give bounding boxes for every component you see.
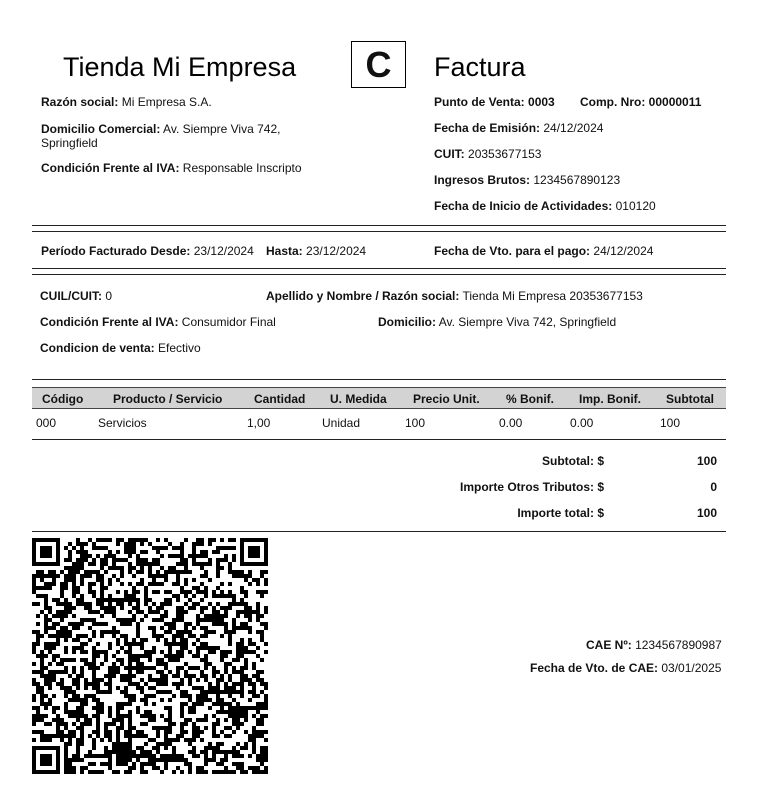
cliente-cuil-label: CUIL/CUIT: [40, 289, 102, 303]
emisor-iva-value: Responsable Inscripto [182, 161, 302, 175]
qr-modules [32, 538, 268, 774]
qr-finder-pattern [34, 540, 58, 564]
divider [32, 274, 726, 275]
subtotal-label: Subtotal: $ [542, 454, 604, 468]
cell-subtotal: 100 [660, 416, 681, 430]
ingresos-brutos-row [434, 173, 620, 187]
inicio-actividades-row [434, 199, 656, 213]
cell-cantidad: 1,00 [247, 416, 271, 430]
cliente-iva-row [40, 315, 276, 329]
vto-pago-value: 24/12/2024 [593, 244, 654, 258]
ingresos-brutos-label: Ingresos Brutos: [434, 173, 531, 187]
cae-vto-label: Fecha de Vto. de CAE: [530, 661, 659, 675]
cliente-nombre-row [266, 289, 643, 303]
cliente-domicilio-row [378, 315, 616, 329]
importe-total-value: 100 [696, 506, 717, 520]
emisor-iva-label: Condición Frente al IVA: [41, 161, 180, 175]
domicilio-comercial-row [41, 122, 280, 136]
divider [32, 531, 726, 532]
divider [32, 231, 726, 232]
cuit-value: 20353677153 [468, 147, 542, 161]
cae-vto-value: 03/01/2025 [661, 661, 722, 675]
razon-social-row [41, 95, 212, 109]
divider [32, 439, 726, 440]
fecha-emision-value: 24/12/2024 [543, 121, 604, 135]
cliente-nombre-value: Tienda Mi Empresa 20353677153 [462, 289, 643, 303]
column-header-imp-bonif: Imp. Bonif. [579, 392, 641, 406]
cae-row [586, 638, 722, 652]
importe-total-label: Importe total: $ [517, 506, 604, 520]
qr-finder-pattern [34, 748, 58, 772]
vto-pago-row [434, 244, 653, 258]
subtotal-value: 100 [696, 454, 717, 468]
divider [32, 268, 726, 269]
cell-imp-bonif: 0.00 [570, 416, 594, 430]
divider [32, 379, 726, 380]
ingresos-brutos-value: 1234567890123 [533, 173, 621, 187]
column-header-cantidad: Cantidad [254, 392, 306, 406]
cae-label: CAE Nº: [586, 638, 632, 652]
comp-nro-label: Comp. Nro: [580, 95, 646, 109]
cliente-cuil-row [40, 289, 112, 303]
cliente-cuil-value: 0 [105, 289, 113, 303]
invoice-letter-box [351, 41, 406, 88]
inicio-actividades-value: 010120 [615, 199, 656, 213]
cell-bonif-pct: 0.00 [499, 416, 523, 430]
cliente-domicilio-label: Domicilio: [378, 315, 437, 329]
items-table-header [32, 387, 726, 409]
cell-producto: Servicios [98, 416, 147, 430]
cuit-row [434, 147, 541, 161]
column-header-subtotal: Subtotal [666, 392, 714, 406]
column-header-precio-unit: Precio Unit. [413, 392, 480, 406]
domicilio-comercial-value-line2: Springfield [41, 136, 98, 150]
periodo-desde-label: Período Facturado Desde: [41, 244, 191, 258]
cliente-domicilio-value: Av. Siempre Viva 742, Springfield [438, 315, 617, 329]
punto-venta-value: 0003 [528, 95, 555, 109]
column-header-bonif-pct: % Bonif. [506, 392, 554, 406]
cuit-label: CUIT: [434, 147, 465, 161]
periodo-desde-value: 23/12/2024 [193, 244, 254, 258]
punto-venta-label: Punto de Venta: [434, 95, 525, 109]
razon-social-label: Razón social: [41, 95, 119, 109]
inicio-actividades-label: Fecha de Inicio de Actividades: [434, 199, 613, 213]
otros-tributos-value: 0 [710, 480, 717, 494]
punto-venta-row [434, 95, 555, 109]
cell-codigo: 000 [36, 416, 57, 430]
column-header-codigo: Código [42, 392, 84, 406]
vto-pago-label: Fecha de Vto. para el pago: [434, 244, 591, 258]
document-type-title: Factura [434, 52, 526, 82]
periodo-hasta-value: 23/12/2024 [306, 244, 367, 258]
fecha-emision-row [434, 121, 603, 135]
cliente-iva-label: Condición Frente al IVA: [40, 315, 179, 329]
company-title: Tienda Mi Empresa [63, 52, 297, 82]
condicion-venta-value: Efectivo [158, 341, 201, 355]
domicilio-comercial-value-line1: Av. Siempre Viva 742, [163, 122, 281, 136]
invoice-letter: C [365, 43, 392, 85]
cell-precio-unit: 100 [405, 416, 426, 430]
column-header-producto: Producto / Servicio [113, 392, 223, 406]
domicilio-comercial-label: Domicilio Comercial: [41, 122, 161, 136]
divider [32, 225, 726, 226]
column-header-unidad-medida: U. Medida [330, 392, 387, 406]
cliente-iva-value: Consumidor Final [181, 315, 276, 329]
qr-code [32, 538, 268, 774]
periodo-hasta-label: Hasta: [266, 244, 303, 258]
cae-vto-row [530, 661, 721, 675]
periodo-desde-row [41, 244, 254, 258]
condicion-venta-label: Condicion de venta: [40, 341, 155, 355]
razon-social-value: Mi Empresa S.A. [121, 95, 212, 109]
periodo-hasta-row [266, 244, 366, 258]
comp-nro-value: 00000011 [648, 95, 702, 109]
otros-tributos-label: Importe Otros Tributos: $ [459, 480, 604, 494]
cell-unidad-medida: Unidad [322, 416, 361, 430]
emisor-iva-row [41, 161, 302, 175]
condicion-venta-row [40, 341, 201, 355]
qr-finder-pattern [242, 540, 266, 564]
fecha-emision-label: Fecha de Emisión: [434, 121, 541, 135]
cae-value: 1234567890987 [635, 638, 722, 652]
comp-nro-row [580, 95, 701, 109]
cliente-nombre-label: Apellido y Nombre / Razón social: [266, 289, 460, 303]
